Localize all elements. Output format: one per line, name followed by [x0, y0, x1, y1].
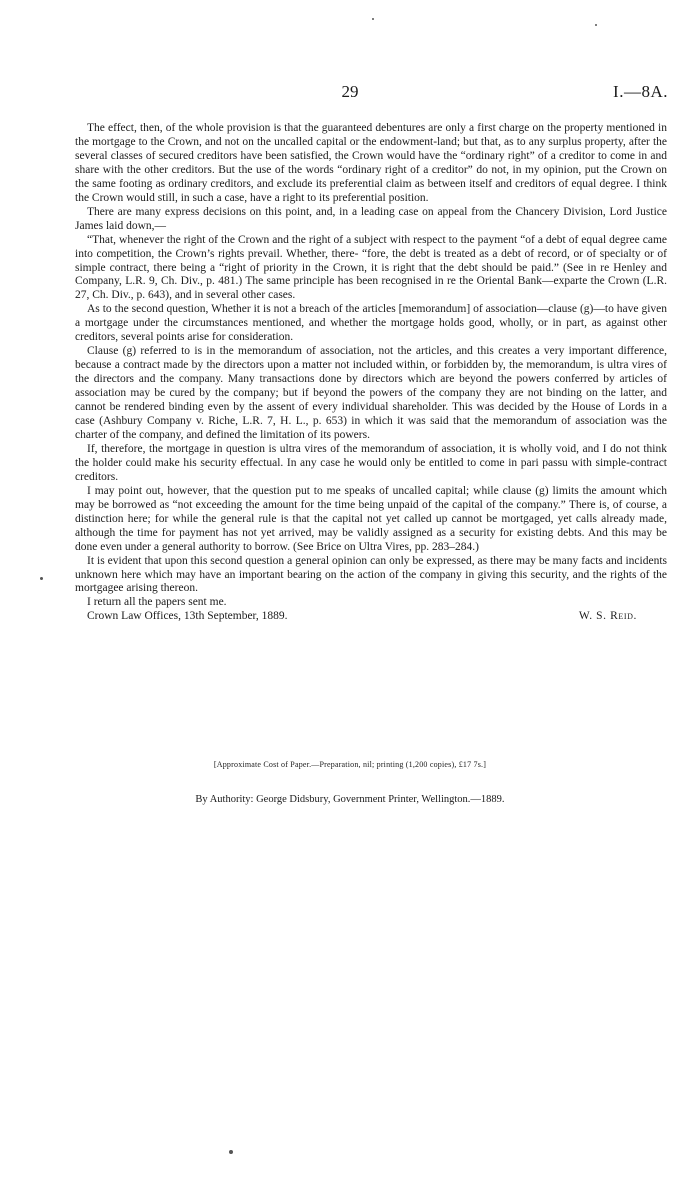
paper-speck	[229, 1150, 233, 1154]
document-reference: I.—8A.	[613, 82, 668, 101]
paragraph-general-opinion: It is evident that upon this second question a general opinion can only be expressed, as there may be many facts and incidents unknown here which may have an important bearing on the action of the company in giving this security, and the rights of the mortgagee arising thereon.	[75, 554, 667, 595]
paragraph-quotation: “That, whenever the right of the Crown and the right of a subject with respect to the payment “of a debt of equal degree came into competition, the Crown’s rights prevail. Whether, there- “fore, the debt is treated as a debt of record, or of specialty or of simple contract, there being a “right of priority in the Crown, it is right that the debt should be paid.” (See in re Henley and Company, L.R. 9, Ch. Div., p. 481.) The same principle has been recognised in re the Oriental Bank—exparte the Crown (L.R. 27, Ch. Div., p. 643), and in several other cases.	[75, 233, 667, 302]
approximate-cost-note: [Approximate Cost of Paper.—Preparation, nil; printing (1,200 copies), £17 7s.]	[213, 760, 487, 769]
page-header	[0, 82, 700, 106]
paragraph-effect: The effect, then, of the whole provision is that the guaranteed debentures are only a first charge on the property mentioned in the mortgage to the Crown, and not on the uncalled capital or the endowment-land; but that, as to any surplus property, after the several classes of secured creditors have been satisfied, the Crown would have the “ordinary right” of a creditor to come in and share with the other creditors. But the use of the words “ordinary right of a creditor” do not, in my opinion, put the Crown on the same footing as ordinary creditors, and exclude its preferential claim as between itself and creditors of equal degree. I think the Crown would still, in such a case, have a right to its preferential position.	[75, 122, 667, 204]
page-number: 29	[341, 82, 359, 101]
paragraph-clause-g: Clause (g) referred to is in the memorandum of association, not the articles, and this creates a very important difference, because a contract made by the directors upon a matter not included within, or forbidden by, the memorandum, is ultra vires of the directors and the company. Many transactions done by directors which are beyond the powers conferred by articles of association may be cured by the company; but if beyond the powers of the company they are not binding on the latter, and cannot be rendered binding even by the assent of every individual shareholder. This was decided by the House of Lords in a case (Ashbury Company v. Riche, L.R. 7, H. L., p. 653) in which it was said that the memorandum of association was the charter of the company, and defined the limitation of its powers.	[75, 345, 667, 441]
signoff-place-date: Crown Law Offices, 13th September, 1889.	[87, 610, 288, 623]
paper-speck	[372, 18, 374, 20]
paragraph-decisions: There are many express decisions on this point, and, in a leading case on appeal from the Chancery Division, Lord Justice James laid down,—	[75, 205, 667, 232]
opinion-body	[75, 122, 667, 624]
printer-imprint: By Authority: George Didsbury, Government Printer, Wellington.—1889.	[195, 794, 505, 805]
paragraph-second-question: As to the second question, Whether it is not a breach of the articles [memorandum] of association—clause (g)—to have given a mortgage under the circumstances mentioned, and whether the mortgage holds good, wholly, or in part, as against other creditors, several points arise for consideration.	[75, 303, 667, 344]
signature: W. S. Reid.	[578, 610, 637, 623]
paper-speck	[595, 24, 597, 26]
paragraph-ultra-vires: If, therefore, the mortgage in question is ultra vires of the memorandum of association, it is wholly void, and I do not think the holder could make his security effectual. In any case he would only be entitled to come in pari passu with simple-contract creditors.	[75, 442, 667, 483]
paragraph-uncalled-capital: I may point out, however, that the question put to me speaks of uncalled capital; while clause (g) limits the amount which may be borrowed as “not exceeding the amount for the time being unpaid of the capital of the company.” There is, of course, a distinction here; for while the general rule is that the capital not yet called up cannot be mortgaged, yet calls already made, although the time for payment has not yet arrived, may be validly assigned as a security for existing debts. And this may be done even under a general authority to borrow. (See Brice on Ultra Vires, pp. 283–284.)	[75, 484, 667, 553]
signoff	[75, 610, 667, 624]
paper-speck	[40, 577, 43, 580]
paragraph-return-papers: I return all the papers sent me.	[87, 596, 227, 609]
